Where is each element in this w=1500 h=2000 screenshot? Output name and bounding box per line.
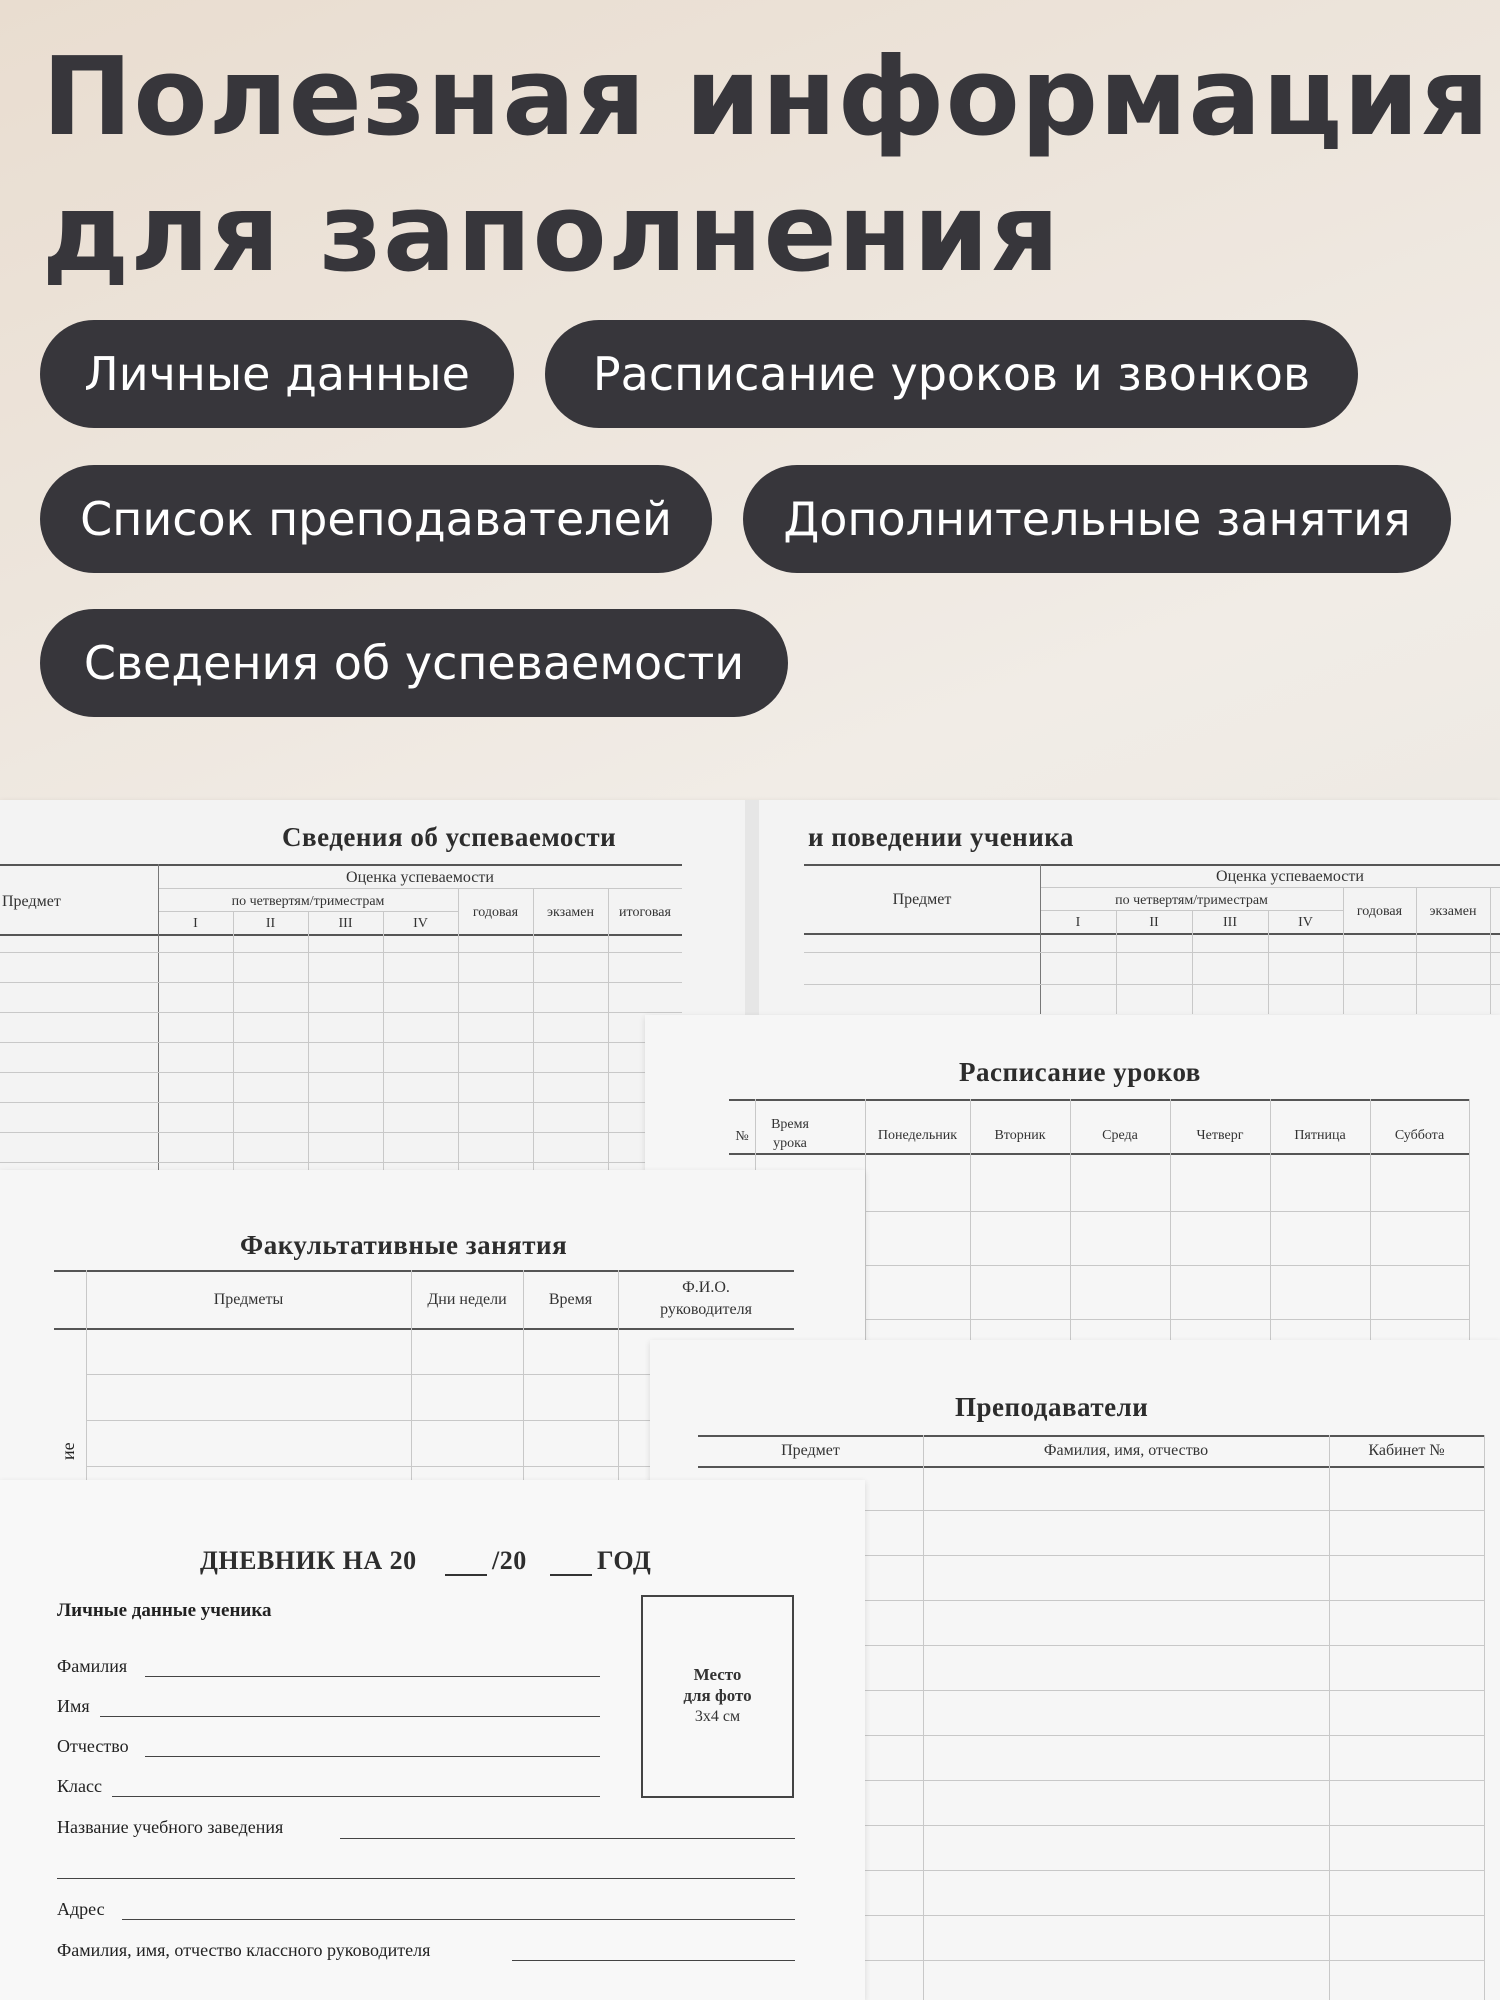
address-label: Адрес [57,1899,105,1919]
electives-leader-header-2: руководителя [660,1301,752,1318]
performance-title-left: Сведения об успеваемости [282,822,617,852]
schedule-title: Расписание уроков [959,1057,1201,1087]
right-v3 [1192,910,1193,1014]
left-grade-header: Оценка успеваемости [346,869,494,886]
teachers-top [698,1435,1484,1437]
right-v2 [1116,910,1117,1014]
right-q3: III [1223,915,1237,930]
left-row [0,1102,682,1103]
left-q1: I [193,916,198,931]
right-period-header: по четвертям/триместрам [1115,893,1268,908]
headline-line-1: Полезная информация [42,35,1491,160]
photo-label-1: Место [693,1665,742,1684]
schedule-v [1170,1099,1171,1345]
schedule-day-sat: Суббота [1394,1128,1445,1143]
school-label: Название учебного заведения [57,1817,284,1837]
schedule-v [970,1099,971,1345]
surname-label: Фамилия [57,1656,128,1676]
left-exam: экзамен [547,905,594,920]
left-row [0,952,682,953]
right-v1 [1040,864,1041,1014]
teachers-v [1484,1435,1485,2000]
photo-label-2: для фото [683,1686,752,1705]
right-q2: II [1149,915,1159,930]
electives-time-header: Время [548,1291,593,1308]
teachers-name-header: Фамилия, имя, отчество [1043,1442,1209,1459]
hero-banner [0,0,1500,800]
diary-title-part-3: ГОД [597,1546,652,1575]
left-v5 [458,888,459,1180]
tag-performance: Сведения об успеваемости [40,609,788,717]
schedule-v [1469,1099,1470,1345]
headline-line-2: для заполнения [42,171,1061,296]
photo-label-3: 3х4 см [694,1708,741,1725]
teachers-room-header: Кабинет № [1368,1442,1445,1459]
right-q1: I [1075,915,1081,930]
left-v6 [533,888,534,1180]
name-label: Имя [57,1696,90,1716]
electives-leader-header-1: Ф.И.О. [682,1279,730,1296]
electives-days-header: Дни недели [427,1291,507,1308]
left-v7 [608,888,609,1180]
right-row [804,952,1500,953]
left-period-header: по четвертям/триместрам [231,894,385,909]
class-label: Класс [57,1776,102,1796]
left-table-top [0,864,682,866]
right-v7 [1490,887,1491,1014]
left-row [0,982,682,983]
address-field[interactable] [122,1919,795,1920]
name-field[interactable] [100,1716,600,1717]
schedule-v [865,1099,866,1345]
schedule-time-header-1: Время [771,1117,809,1132]
right-row [804,984,1500,985]
electives-header-bottom [54,1328,794,1330]
class-field[interactable] [112,1796,600,1797]
teachers-title: Преподаватели [955,1392,1149,1422]
performance-title-right: и поведении ученика [808,822,1074,852]
schedule-time-header-2: урока [773,1136,807,1151]
schedule-day-tue: Вторник [994,1128,1046,1143]
schedule-v [1070,1099,1071,1345]
diary-title-blank-1 [445,1574,487,1576]
left-line-1 [158,888,682,889]
left-row [0,1072,682,1073]
left-yearly: годовая [472,905,519,920]
left-subject-header: Предмет [2,893,61,910]
schedule-top [729,1099,1469,1101]
schedule-number-header: № [735,1129,749,1144]
right-v6 [1416,887,1417,1014]
left-header-bottom [0,934,682,936]
right-q4: IV [1298,915,1313,930]
diary-title-part-2: /20 [492,1546,527,1575]
schedule-day-mon: Понедельник [877,1128,958,1143]
class-teacher-label: Фамилия, имя, отчество классного руководителя [57,1940,431,1960]
electives-subjects-header: Предметы [213,1291,284,1308]
electives-side-text: ие [58,1442,78,1460]
surname-field[interactable] [145,1676,600,1677]
schedule-day-thu: Четверг [1196,1128,1244,1143]
schedule-day-fri: Пятница [1294,1128,1346,1143]
right-subject-header: Предмет [892,891,952,908]
patronymic-label: Отчество [57,1736,129,1756]
tag-personal-data: Личные данные [40,320,514,428]
right-exam: экзамен [1429,904,1477,919]
personal-data-sheet [0,1480,865,2000]
teachers-header-bottom [698,1466,1484,1468]
left-row [0,1012,682,1013]
right-line-1 [1040,887,1500,888]
left-final: итоговая [619,905,671,920]
class-teacher-field[interactable] [512,1960,795,1961]
right-header-bottom [804,933,1500,935]
school-field[interactable] [340,1838,795,1839]
right-v5 [1343,887,1344,1014]
school-field-line-2[interactable] [57,1878,795,1879]
right-yearly: годовая [1356,904,1403,919]
diary-title-part-1: ДНЕВНИК НА 20 [200,1546,417,1575]
personal-section-title: Личные данные ученика [57,1600,272,1621]
electives-title: Факультативные занятия [240,1230,568,1260]
electives-top [54,1270,794,1272]
tag-schedule: Расписание уроков и звонков [545,320,1358,428]
schedule-v [1270,1099,1271,1345]
patronymic-field[interactable] [145,1756,600,1757]
headline [42,30,1490,302]
tag-teachers-list: Список преподавателей [40,465,712,573]
left-q3: III [338,916,353,931]
schedule-day-wed: Среда [1102,1128,1138,1143]
schedule-header-bottom [729,1153,1469,1155]
right-table-top [804,864,1500,866]
left-q2: II [265,916,276,931]
right-v4 [1268,910,1269,1014]
left-row [0,1162,682,1163]
tag-extra-classes: Дополнительные занятия [743,465,1451,573]
diary-title-blank-2 [550,1574,592,1576]
left-q4: IV [413,916,428,931]
right-grade-header: Оценка успеваемости [1216,868,1364,885]
teachers-subject-header: Предмет [781,1442,840,1459]
left-row [0,1042,682,1043]
schedule-v [1370,1099,1371,1345]
left-row [0,1132,682,1133]
